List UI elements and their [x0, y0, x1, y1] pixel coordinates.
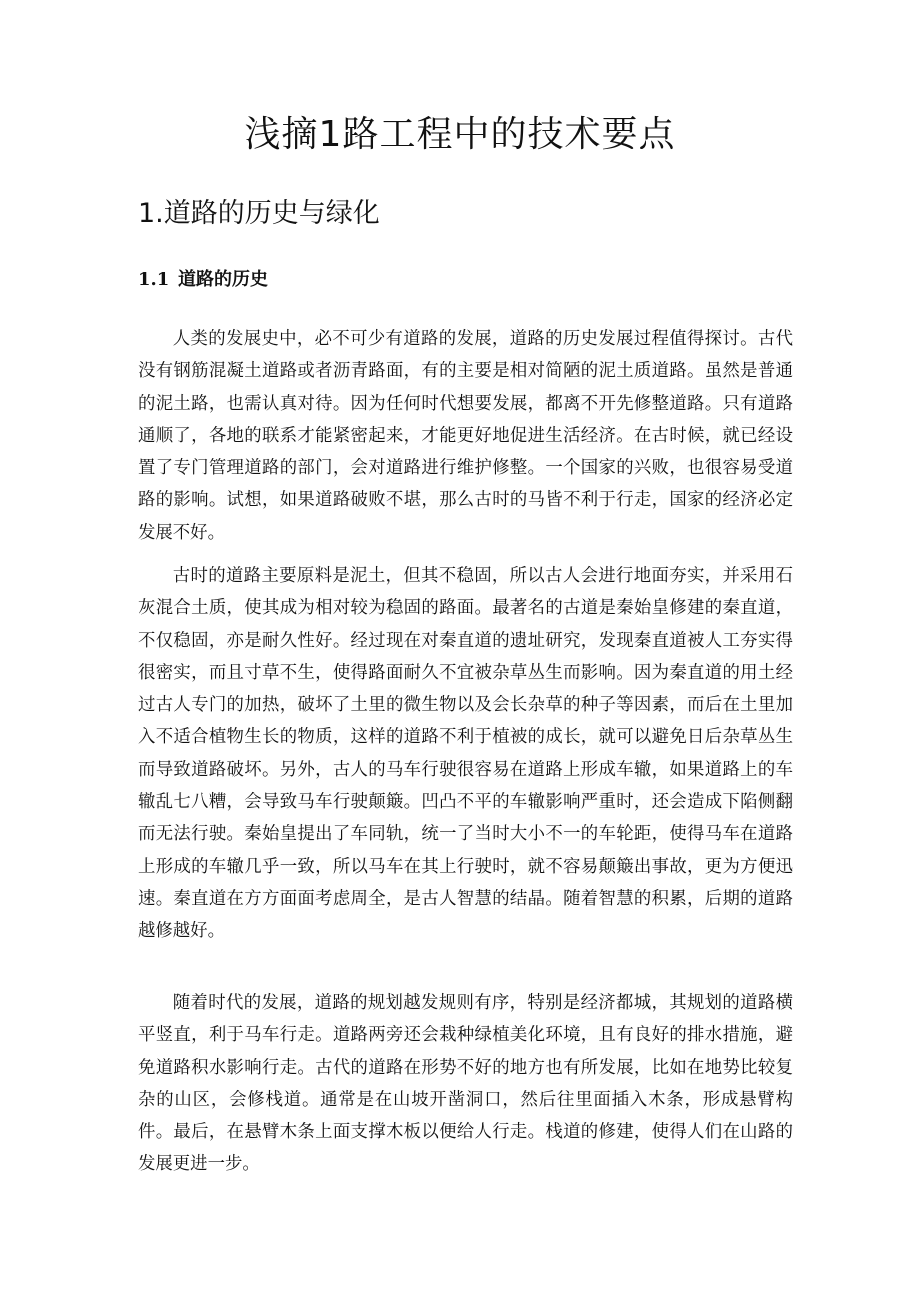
section-number: 1. [138, 198, 164, 229]
subsection-title: 道路的历史 [178, 269, 268, 290]
subsection-heading [138, 266, 268, 294]
body-paragraph: 人类的发展史中，必不可少有道路的发展，道路的历史发展过程值得探讨。古代没有钢筋混凝土道路或者沥青路面，有的主要是相对简陋的泥土质道路。虽然是普通的泥土路，也需认真对待。因为任何时代想要发展，都离不开先修整道路。只有道路通顺了，各地的联系才能紧密起来，才能更好地促进生活经济。在古时候，就已经设置了专门管理道路的部门，会对道路进行维护修整。一个国家的兴败，也很容易受道路的影响。试想，如果道路破败不堪，那么古时的马皆不利于行走，国家的经济必定发展不好。 [138, 329, 793, 543]
body-paragraph: 随着时代的发展，道路的规划越发规则有序，特别是经济都城，其规划的道路横平竖直，利于马车行走。道路两旁还会栽种绿植美化环境，且有良好的排水措施，避免道路积水影响行走。古代的道路在形势不好的地方也有所发展，比如在地势比较复杂的山区，会修栈道。通常是在山坡开凿洞口，然后往里面插入木条，形成悬臂构件。最后，在悬臂木条上面支撑木板以便给人行走。栈道的修建，使得人们在山路的发展更进一步。 [138, 993, 793, 1175]
section-heading [138, 194, 380, 234]
document-title: 浅摘1路工程中的技术要点 [244, 114, 676, 155]
subsection-number: 1.1 [138, 269, 170, 290]
section-title: 道路的历史与绿化 [163, 198, 380, 229]
body-paragraph: 古时的道路主要原料是泥土，但其不稳固，所以古人会进行地面夯实，并采用石灰混合土质，使其成为相对较为稳固的路面。最著名的古道是秦始皇修建的秦直道，不仅稳固，亦是耐久性好。经过现在对秦直道的遗址研究，发现秦直道被人工夯实得很密实，而且寸草不生，使得路面耐久不宜被杂草丛生而影响。因为秦直道的用土经过古人专门的加热，破坏了土里的微生物以及会长杂草的种子等因素，而后在土里加入不适合植物生长的物质，这样的道路不利于植被的成长，就可以避免日后杂草丛生而导致道路破坏。另外，古人的马车行驶很容易在道路上形成车辙，如果道路上的车辙乱七八糟，会导致马车行驶颠簸。凹凸不平的车辙影响严重时，还会造成下陷侧翻而无法行驶。秦始皇提出了车同轨，统一了当时大小不一的车轮距，使得马车在道路上形成的车辙几乎一致，所以马车在其上行驶时，就不容易颠簸出事故，更为方便迅速。秦直道在方方面面考虑周全，是古人智慧的结晶。随着智慧的积累，后期的道路越修越好。 [138, 566, 793, 942]
